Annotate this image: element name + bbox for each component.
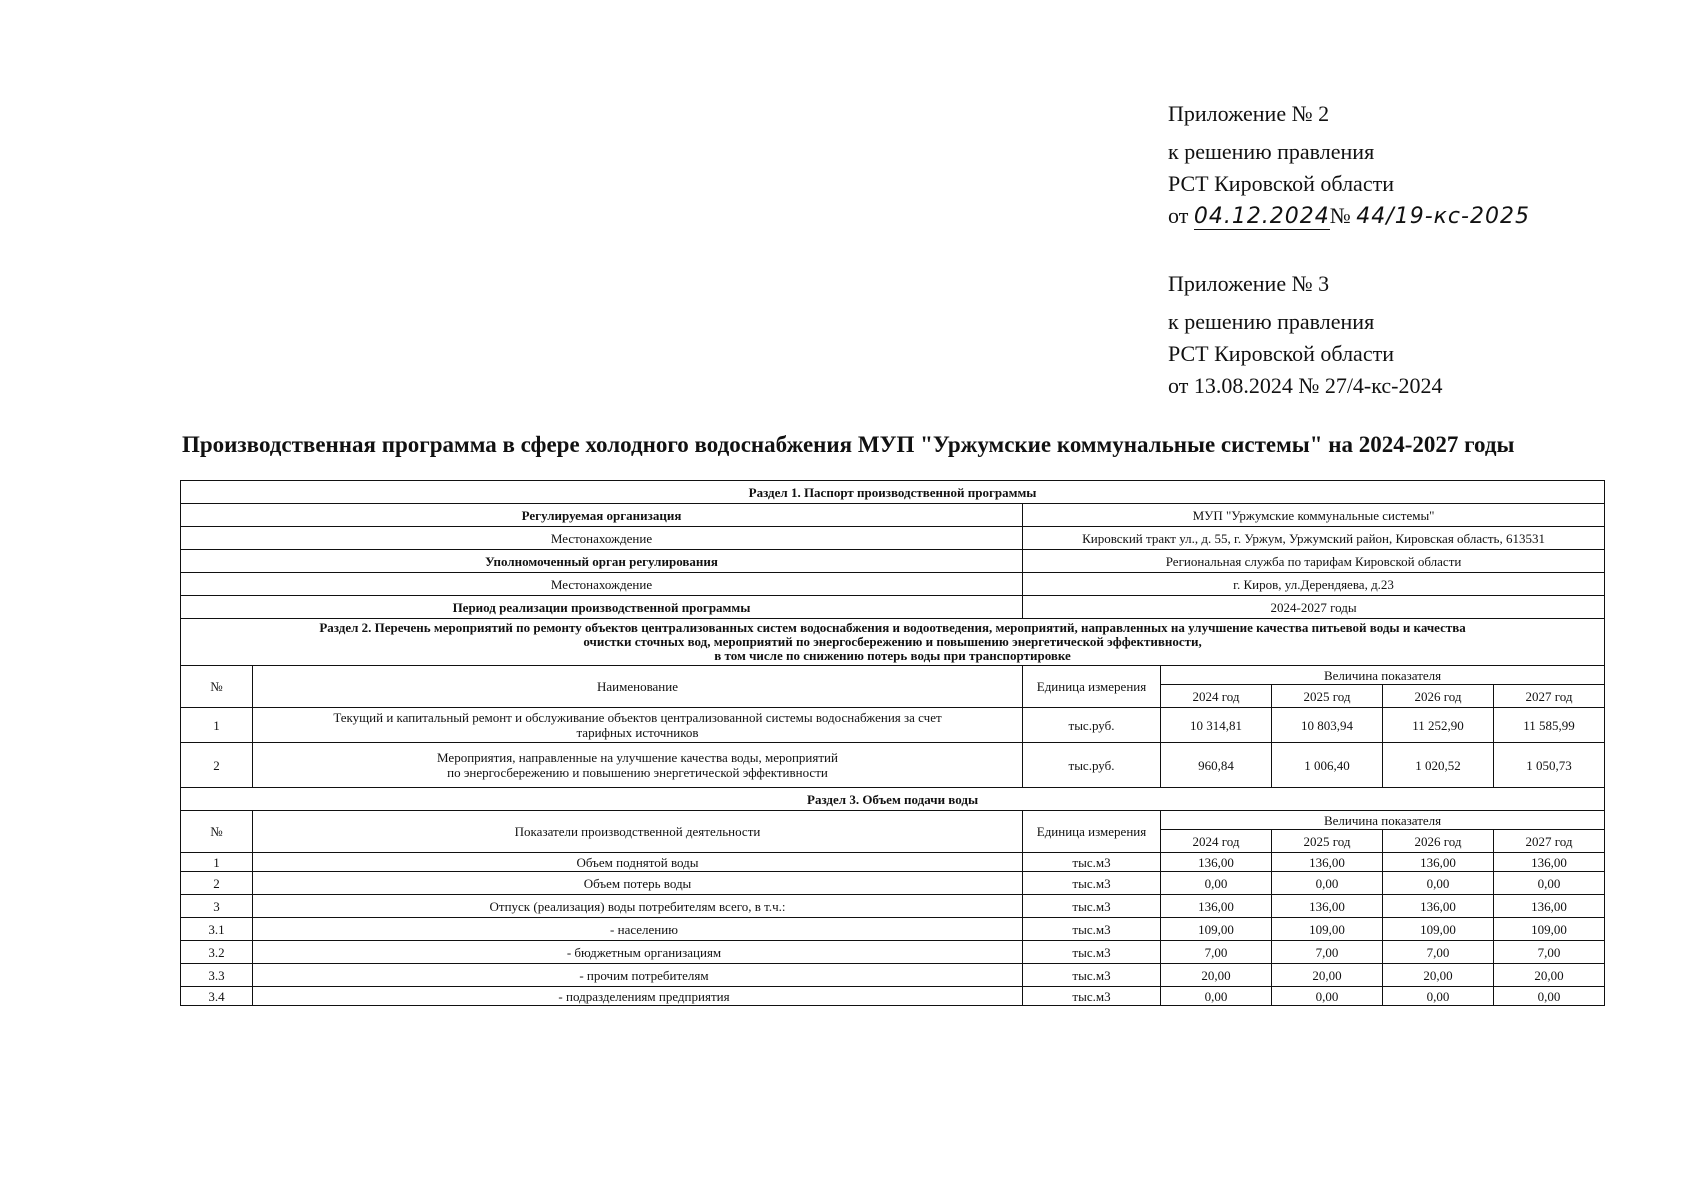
row-value: 136,00 [1161, 895, 1272, 918]
section-2-header-line1: Раздел 2. Перечень мероприятий по ремонту объектов централизованных систем водоснабжения и водоотведения, мероприятий, направленных на улучшение качества питьевой воды и качества [319, 620, 1466, 635]
year-header: 2026 год [1383, 685, 1494, 708]
row-number: 1 [181, 708, 253, 743]
row-value: 0,00 [1161, 872, 1272, 895]
passport-label: Период реализации производственной программы [181, 596, 1023, 619]
row-unit: тыс.руб. [1023, 708, 1161, 743]
row-unit: тыс.м3 [1023, 941, 1161, 964]
handwritten-date: 04.12.2024 [1193, 204, 1330, 229]
row-name: - подразделениям предприятия [253, 987, 1023, 1006]
row-value: 0,00 [1383, 872, 1494, 895]
row-value: 20,00 [1383, 964, 1494, 987]
appendix-3-line1: к решению правления [1168, 309, 1375, 334]
passport-row [181, 504, 1605, 527]
col-header-value: Величина показателя [1161, 811, 1605, 830]
row-value: 7,00 [1161, 941, 1272, 964]
year-header: 2025 год [1272, 685, 1383, 708]
row-value: 0,00 [1272, 987, 1383, 1006]
row-value: 0,00 [1383, 987, 1494, 1006]
col-header-no: № [181, 811, 253, 853]
row-value: 20,00 [1272, 964, 1383, 987]
appendix-3-title: Приложение № 3 [1168, 271, 1330, 296]
appendix-2-line1: к решению правления [1168, 139, 1375, 164]
row-value: 136,00 [1272, 853, 1383, 872]
row-value: 1 050,73 [1494, 743, 1605, 788]
row-value: 10 314,81 [1161, 708, 1272, 743]
section-2-header-line2: очистки сточных вод, мероприятий по энергосбережению и повышению энергетической эффективности, [583, 634, 1202, 649]
passport-value: МУП "Уржумские коммунальные системы" [1023, 504, 1605, 527]
year-header: 2026 год [1383, 830, 1494, 853]
table-row [181, 708, 1605, 743]
row-unit: тыс.руб. [1023, 743, 1161, 788]
row-number: 3.3 [181, 964, 253, 987]
row-value: 136,00 [1383, 895, 1494, 918]
row-number: 2 [181, 743, 253, 788]
table-row [181, 918, 1605, 941]
year-header: 2027 год [1494, 830, 1605, 853]
row-value: 0,00 [1494, 872, 1605, 895]
row-name-line1: Мероприятия, направленные на улучшение качества воды, мероприятий [437, 750, 838, 765]
passport-value: Кировский тракт ул., д. 55, г. Уржум, Уржумский район, Кировская область, 613531 [1023, 527, 1605, 550]
appendix-2-title: Приложение № 2 [1168, 101, 1330, 126]
row-value: 109,00 [1494, 918, 1605, 941]
year-header: 2024 год [1161, 830, 1272, 853]
row-number: 1 [181, 853, 253, 872]
row-unit: тыс.м3 [1023, 918, 1161, 941]
row-value: 7,00 [1494, 941, 1605, 964]
col-header-unit: Единица измерения [1023, 666, 1161, 708]
row-value: 960,84 [1161, 743, 1272, 788]
row-name-line1: Текущий и капитальный ремонт и обслуживание объектов централизованной системы водоснабжения за счет [333, 710, 942, 725]
table-row [181, 872, 1605, 895]
row-unit: тыс.м3 [1023, 853, 1161, 872]
row-value: 136,00 [1494, 895, 1605, 918]
row-value: 11 252,90 [1383, 708, 1494, 743]
row-unit: тыс.м3 [1023, 872, 1161, 895]
row-unit: тыс.м3 [1023, 987, 1161, 1006]
section-2-header [181, 619, 1605, 666]
table-row [181, 964, 1605, 987]
row-value: 10 803,94 [1272, 708, 1383, 743]
appendix-3-line2: РСТ Кировской области [1168, 341, 1394, 366]
row-value: 7,00 [1272, 941, 1383, 964]
row-value: 1 006,40 [1272, 743, 1383, 788]
section-3-header: Раздел 3. Объем подачи воды [181, 788, 1605, 811]
row-name-line2: по энергосбережению и повышению энергетической эффективности [447, 765, 828, 780]
handwritten-number: 44/19-кс-2025 [1356, 204, 1530, 229]
passport-value: г. Киров, ул.Дерендяева, д.23 [1023, 573, 1605, 596]
passport-label: Регулируемая организация [181, 504, 1023, 527]
passport-label: Местонахождение [181, 573, 1023, 596]
row-name: Отпуск (реализация) воды потребителям всего, в т.ч.: [253, 895, 1023, 918]
passport-value: Региональная служба по тарифам Кировской области [1023, 550, 1605, 573]
table-row [181, 853, 1605, 872]
row-number: 2 [181, 872, 253, 895]
program-table [180, 480, 1605, 1006]
year-header: 2025 год [1272, 830, 1383, 853]
row-unit: тыс.м3 [1023, 964, 1161, 987]
row-name: - населению [253, 918, 1023, 941]
row-value: 136,00 [1383, 853, 1494, 872]
col-header-name: Наименование [253, 666, 1023, 708]
row-value: 109,00 [1383, 918, 1494, 941]
table-row [181, 743, 1605, 788]
row-name [253, 743, 1023, 788]
row-number: 3.1 [181, 918, 253, 941]
col-header-name: Показатели производственной деятельности [253, 811, 1023, 853]
year-header: 2027 год [1494, 685, 1605, 708]
passport-label: Уполномоченный орган регулирования [181, 550, 1023, 573]
table-row [181, 895, 1605, 918]
row-value: 11 585,99 [1494, 708, 1605, 743]
row-value: 20,00 [1161, 964, 1272, 987]
row-value: 20,00 [1494, 964, 1605, 987]
appendix-2-line2: РСТ Кировской области [1168, 171, 1394, 196]
row-number: 3.2 [181, 941, 253, 964]
passport-row [181, 550, 1605, 573]
appendix-3-block [1168, 268, 1442, 402]
section-1-header: Раздел 1. Паспорт производственной программы [181, 481, 1605, 504]
col-header-unit: Единица измерения [1023, 811, 1161, 853]
col-header-no: № [181, 666, 253, 708]
appendix-3-line3: от 13.08.2024 № 27/4-кс-2024 [1168, 373, 1443, 398]
row-value: 1 020,52 [1383, 743, 1494, 788]
passport-value: 2024-2027 годы [1023, 596, 1605, 619]
row-value: 7,00 [1383, 941, 1494, 964]
row-value: 136,00 [1272, 895, 1383, 918]
section-2-header-line3: в том числе по снижению потерь воды при транспортировке [714, 648, 1071, 663]
row-name: - прочим потребителям [253, 964, 1023, 987]
row-number: 3.4 [181, 987, 253, 1006]
row-value: 136,00 [1494, 853, 1605, 872]
row-name: Объем поднятой воды [253, 853, 1023, 872]
document-title: Производственная программа в сфере холодного водоснабжения МУП "Уржумские коммунальные системы" на 2024-2027 годы [182, 432, 1515, 457]
appendix-2-block [1168, 98, 1530, 233]
row-name-line2: тарифных источников [576, 725, 699, 740]
row-name [253, 708, 1023, 743]
row-unit: тыс.м3 [1023, 895, 1161, 918]
row-number: 3 [181, 895, 253, 918]
col-header-value: Величина показателя [1161, 666, 1605, 685]
row-value: 136,00 [1161, 853, 1272, 872]
passport-row [181, 527, 1605, 550]
row-name: Объем потерь воды [253, 872, 1023, 895]
passport-row [181, 596, 1605, 619]
row-value: 109,00 [1161, 918, 1272, 941]
table-row [181, 941, 1605, 964]
year-header: 2024 год [1161, 685, 1272, 708]
row-value: 0,00 [1272, 872, 1383, 895]
row-value: 109,00 [1272, 918, 1383, 941]
row-value: 0,00 [1161, 987, 1272, 1006]
appendix-2-number-sign: № [1329, 203, 1351, 228]
appendix-2-line3 [1168, 200, 1530, 233]
passport-row [181, 573, 1605, 596]
table-row [181, 987, 1605, 1006]
row-name: - бюджетным организациям [253, 941, 1023, 964]
row-value: 0,00 [1494, 987, 1605, 1006]
passport-label: Местонахождение [181, 527, 1023, 550]
appendix-2-from: от [1168, 203, 1189, 228]
